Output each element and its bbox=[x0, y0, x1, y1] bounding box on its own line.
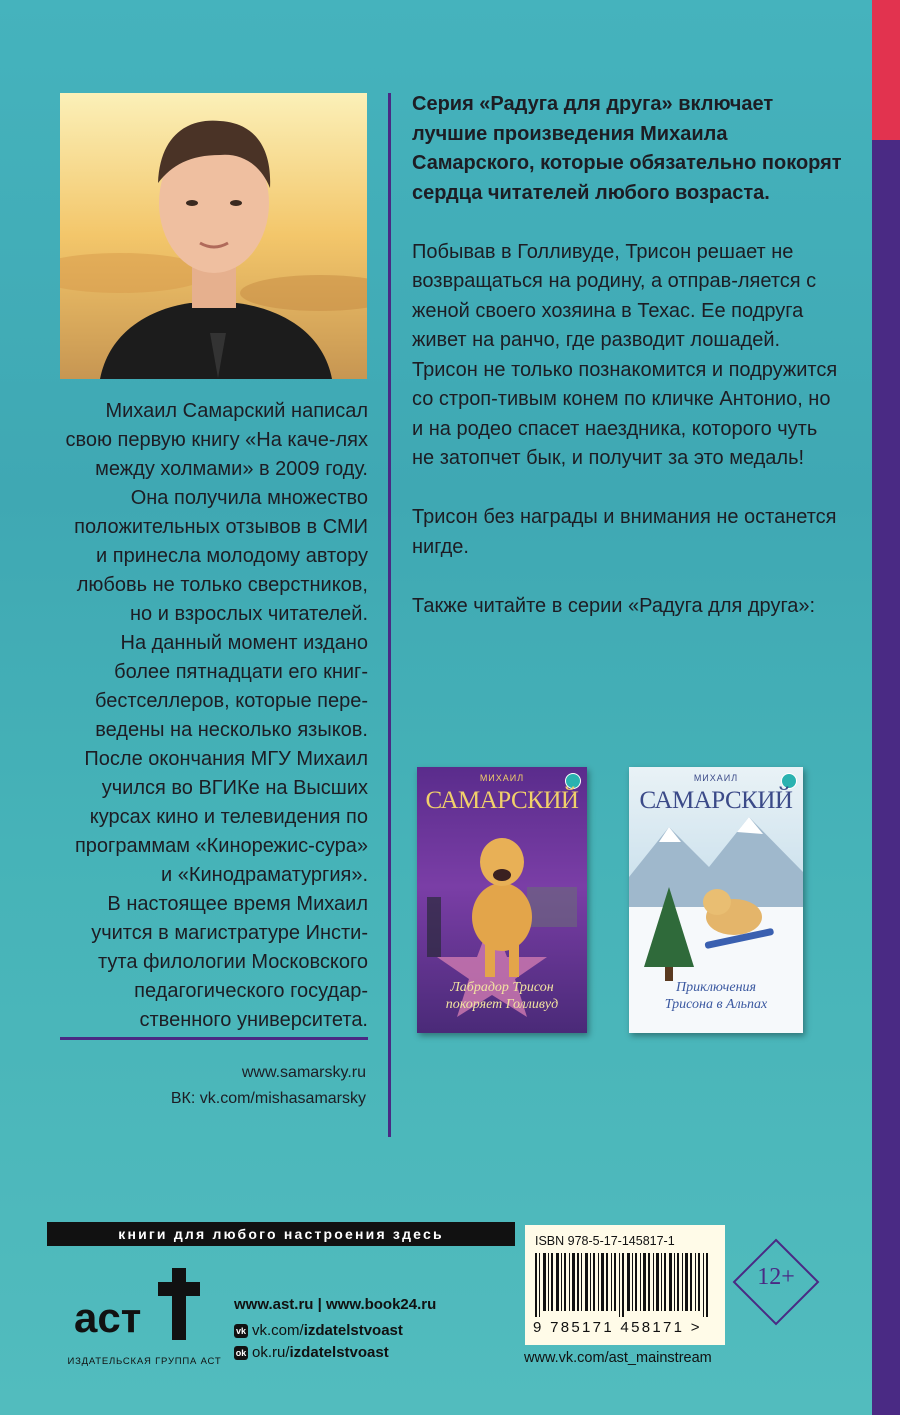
ok-link-prefix: ok.ru/ bbox=[252, 1344, 290, 1361]
ok-link-handle: izdatelstvoast bbox=[289, 1344, 389, 1361]
vk-mainstream-link[interactable]: www.vk.com/ast_mainstream bbox=[524, 1350, 712, 1366]
author-photo bbox=[60, 93, 367, 379]
right-edge-strip bbox=[872, 0, 900, 1415]
publisher-name: ИЗДАТЕЛЬСКАЯ ГРУППА АСТ bbox=[67, 1356, 222, 1367]
book-title-line: Лабрадор Трисон bbox=[450, 980, 554, 995]
vk-link-handle: izdatelstvoast bbox=[303, 1322, 403, 1339]
bio-divider bbox=[60, 1037, 368, 1040]
author-vk-link[interactable]: ВК: vk.com/mishasamarsky bbox=[170, 1090, 366, 1107]
series-lead: Серия «Радуга для друга» включает лучшие произведения Михаила Самарского, которые обязательно покорят сердца читателей любого возраста. bbox=[412, 93, 842, 204]
book-title-line: Трисона в Альпах bbox=[664, 997, 768, 1012]
vk-link-prefix: vk.com/ bbox=[252, 1322, 304, 1339]
author-website-link[interactable]: www.samarsky.ru bbox=[241, 1064, 366, 1081]
book-title-line: Приключения bbox=[675, 980, 757, 995]
publisher-sites[interactable]: www.ast.ru | www.book24.ru bbox=[234, 1296, 437, 1313]
book-title bbox=[629, 979, 803, 1013]
publisher-tagline: книги для любого настроения здесь bbox=[47, 1222, 515, 1246]
book-author: САМАРСКИЙ bbox=[639, 787, 793, 814]
book-author-first: МИХАИЛ bbox=[479, 773, 525, 783]
ok-link[interactable] bbox=[234, 1344, 389, 1361]
bio-paragraph: В настоящее время Михаил учится в магистратуре Инсти-тута филологии Московского педагогического государ-ственного университета. bbox=[91, 893, 368, 1031]
isbn-number: ISBN 978-5-17-145817-1 bbox=[535, 1234, 675, 1248]
book-title bbox=[417, 979, 587, 1013]
barcode-digits: 9 785171 458171 > bbox=[533, 1319, 702, 1336]
column-divider bbox=[388, 93, 391, 1137]
book-author: САМАРСКИЙ bbox=[425, 787, 579, 814]
book-title-line: покоряет Голливуд bbox=[445, 997, 559, 1012]
bio-paragraph: После окончания МГУ Михаил учился во ВГИКе на Высших курсах кино и телевидения по программам «Кинорежис-сура» и «Кинодраматургия». bbox=[74, 748, 368, 886]
ok-icon: ok bbox=[235, 1347, 247, 1358]
bio-paragraph: Михаил Самарский написал свою первую книгу «На каче-лях между холмами» в 2009 году. Она получила множество положительных отзывов в СМИ и принесла молодому автору любовь не только сверстников, но и взрослых читателей. bbox=[65, 400, 368, 625]
vk-link[interactable] bbox=[234, 1322, 403, 1339]
publisher-logo bbox=[72, 1262, 212, 1344]
also-read-heading: Также читайте в серии «Радуга для друга»: bbox=[412, 594, 816, 617]
bio-paragraph: На данный момент издано более пятнадцати его книг-бестселлеров, которые пере-ведены на несколько языков. bbox=[95, 632, 368, 741]
barcode-icon bbox=[535, 1253, 715, 1317]
isbn-barcode-box bbox=[525, 1225, 725, 1345]
publisher-logo-text: аст bbox=[74, 1294, 142, 1341]
synopsis: Побывав в Голливуде, Трисон решает не возвращаться на родину, а отправ-ляется с женой своего хозяина в Техас. Ее подруга живет на ранчо, где разводит лошадей. Трисон не только познакомится и подружится со строп-тивым конем по кличке Антонио, но и на родео спасет наездника, которого чуть не затопчет бык, и получит за это медаль! bbox=[412, 240, 838, 469]
book-author-first: МИХАИЛ bbox=[693, 773, 739, 783]
strip-purple-segment bbox=[872, 140, 900, 1415]
strip-red-segment bbox=[872, 0, 900, 140]
age-rating: 12+ bbox=[757, 1264, 795, 1290]
book-cover-alps bbox=[629, 767, 803, 1033]
author-bio bbox=[60, 397, 368, 1035]
book-description bbox=[412, 90, 842, 621]
vk-icon: vk bbox=[235, 1325, 246, 1336]
author-links bbox=[60, 1060, 366, 1112]
synopsis-closing: Трисон без награды и внимания не останется нигде. bbox=[412, 506, 837, 558]
book-cover-hollywood bbox=[417, 767, 587, 1033]
